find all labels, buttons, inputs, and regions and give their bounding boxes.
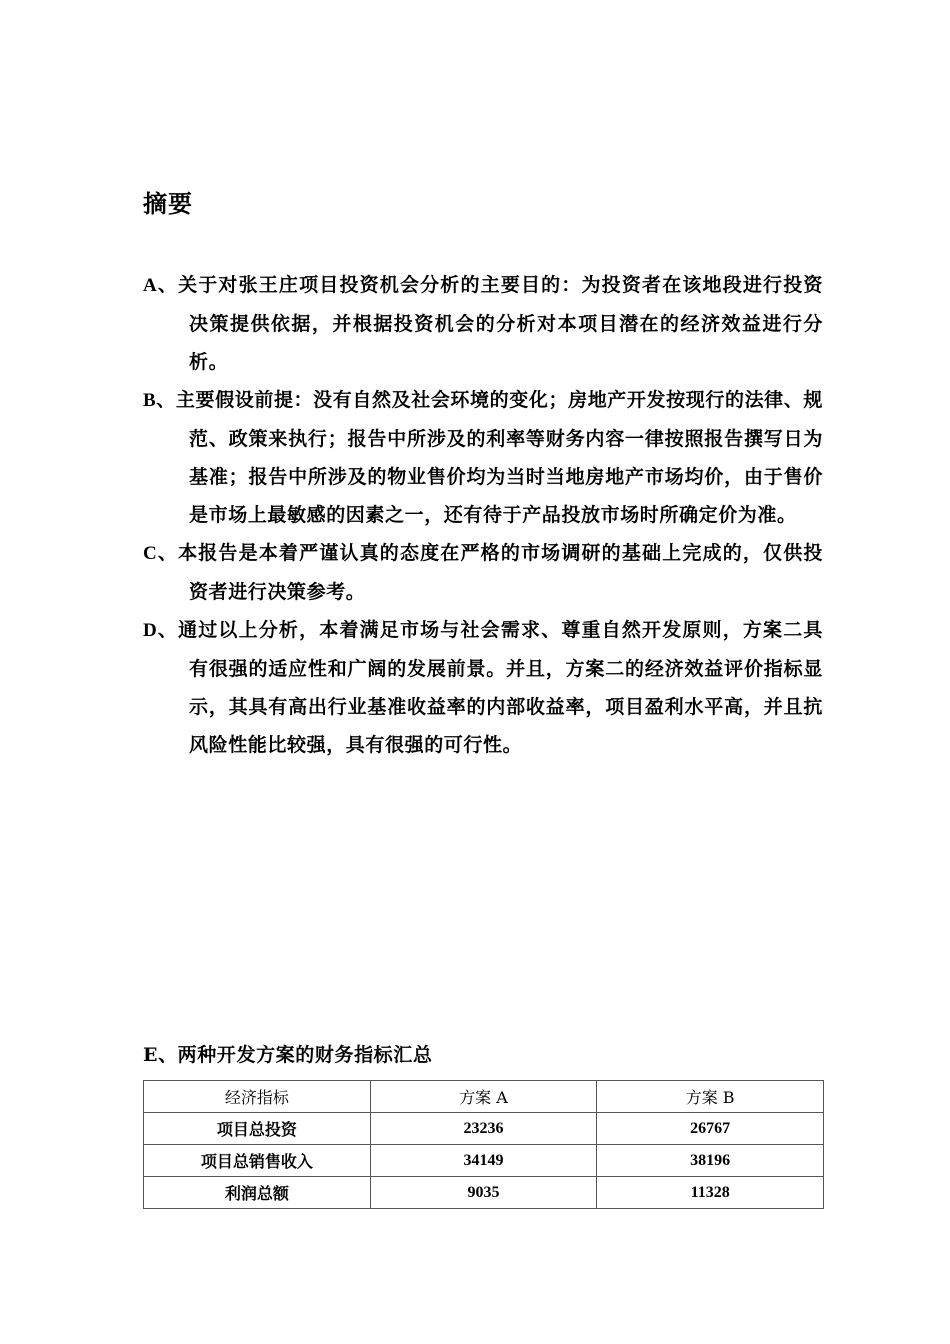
- item-letter: B: [143, 390, 157, 411]
- header-indicator: 经济指标: [144, 1081, 371, 1113]
- plan-b-value: 11328: [597, 1177, 824, 1209]
- item-letter: A: [143, 275, 158, 296]
- plan-a-value: 34149: [370, 1145, 597, 1177]
- row-label: 项目总销售收入: [144, 1145, 371, 1177]
- table-row: [144, 1145, 824, 1177]
- summary-item-b: [143, 381, 823, 534]
- item-text: 、主要假设前提：没有自然及社会环境的变化；房地产开发按现行的法律、规范、政策来执行；报告中所涉及的利率等财务内容一律按照报告撰写日为基准；报告中所涉及的物业售价均为当时当地房地产市场均价，由于售价是市场上最敏感的因素之一，还有待于产品投放市场时所确定价为准。: [156, 389, 823, 526]
- item-text: 、本报告是本着严谨认真的态度在严格的市场调研的基础上完成的，仅供投资者进行决策参考。: [157, 542, 823, 603]
- page-title: 摘要: [143, 189, 193, 218]
- summary-item-a: [143, 266, 823, 381]
- plan-b-value: 38196: [597, 1145, 824, 1177]
- table-header-row: [144, 1081, 824, 1113]
- financial-summary-table: [143, 1080, 824, 1209]
- table-row: [144, 1177, 824, 1209]
- item-text: 、关于对张王庄项目投资机会分析的主要目的：为投资者在该地段进行投资决策提供依据，并根据投资机会的分析对本项目潜在的经济效益进行分析。: [157, 274, 823, 373]
- table-row: [144, 1113, 824, 1145]
- item-letter: D: [143, 620, 158, 641]
- table-title: E、两种开发方案的财务指标汇总: [143, 1044, 433, 1066]
- plan-b-value: 26767: [597, 1113, 824, 1145]
- plan-a-value: 9035: [370, 1177, 597, 1209]
- item-text: 、通过以上分析，本着满足市场与社会需求、尊重自然开发原则，方案二具有很强的适应性和广阔的发展前景。并且，方案二的经济效益评价指标显示，其具有高出行业基准收益率的内部收益率，项目盈利水平高，并且抗风险性能比较强，具有很强的可行性。: [157, 619, 823, 756]
- item-letter: C: [143, 543, 158, 564]
- summary-list: [143, 266, 823, 764]
- row-label: 项目总投资: [144, 1113, 371, 1145]
- row-label: 利润总额: [144, 1177, 371, 1209]
- header-plan-a: 方案 A: [370, 1081, 597, 1113]
- summary-item-d: [143, 611, 823, 764]
- header-plan-b: 方案 B: [597, 1081, 824, 1113]
- summary-item-c: [143, 534, 823, 611]
- plan-a-value: 23236: [370, 1113, 597, 1145]
